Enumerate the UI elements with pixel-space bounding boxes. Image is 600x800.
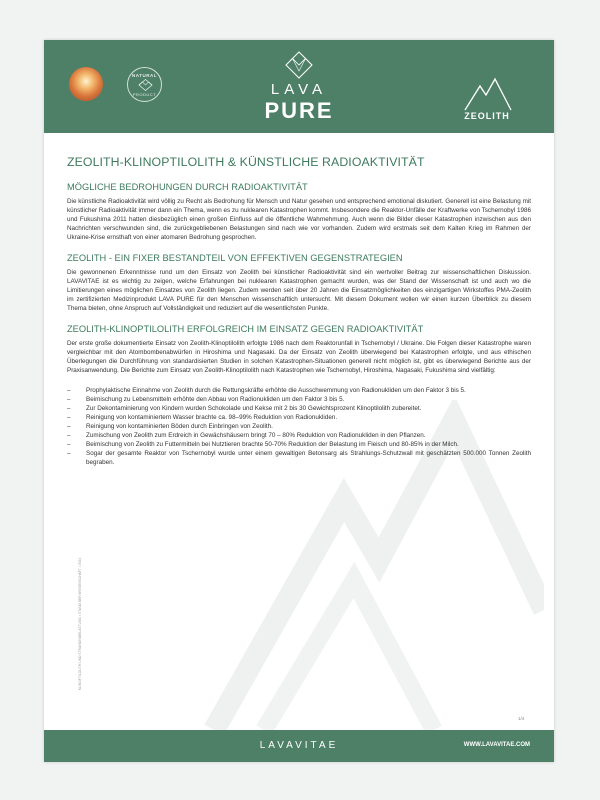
list-item bbox=[67, 404, 531, 413]
brand-pure-text: PURE bbox=[264, 98, 334, 123]
bullet-marker: – bbox=[67, 441, 71, 448]
bullet-marker: – bbox=[67, 405, 71, 412]
section-heading: MÖGLICHE BEDROHUNGEN DURCH RADIOAKTIVITÄT bbox=[67, 182, 308, 192]
section-heading: ZEOLITH - EIN FIXER BESTANDTEIL VON EFFEKTIVEN GEGENSTRATEGIEN bbox=[67, 253, 403, 263]
list-item bbox=[67, 449, 531, 467]
list-item-text: Sogar der gesamte Reaktor von Tschernobyl wurde unter einem gewaltigen Betonsarg als Strahlungs-Schutzwall mit geschätzten 500.000 Tonnen Zeolith begraben. bbox=[86, 450, 531, 466]
list-item-text: Beimischung zu Lebensmitteln erhöhte den Abbau von Radionukliden um den Faktor 3 bis 5. bbox=[86, 396, 345, 403]
lava-pure-diamond-icon bbox=[285, 51, 313, 79]
footer-brand-text: LAVAVITAE bbox=[259, 740, 339, 751]
list-item-text: Reinigung von kontaminiertem Wasser brachte ca. 98–99% Reduktion von Radionukliden. bbox=[86, 414, 338, 421]
bullet-marker: – bbox=[67, 423, 71, 430]
list-item bbox=[67, 395, 531, 404]
section-paragraph: Die gewonnenen Erkenntnisse rund um den Einsatz von Zeolith bei künstlicher Radioaktivität sind ein wertvoller Beitrag zur wissenschaftlichen Diskussion. LAVAVITAE ist es wichtig zu zeigen, welche Erfahrungen bei nuklearen Katastrophen gemacht wurden, was der Stand der Wissenschaft ist und auch wo die Limitierungen eines möglichen Einsatzes von Zeolith liegen. Zudem werden seit über 20 Jahren die Einsatzmöglichkeiten des einzigartigen Wirkstoffes PMA-Zeolith im zertifizierten Medizinprodukt LAVA PURE für den Menschen wissenschaftlich untersucht. Mit diesem Dokument wollen wir einen kurzen Überblick zu diesem Thema bieten, ohne Anspruch auf Vollständigkeit und reduziert auf die wesentlichsten Punkte. bbox=[67, 269, 531, 312]
main-content bbox=[67, 155, 531, 467]
badge-top-text: NATURAL bbox=[132, 73, 157, 78]
list-item bbox=[67, 422, 531, 431]
brand-lava-text: LAVA bbox=[270, 81, 328, 98]
bullet-list bbox=[67, 386, 531, 467]
document-page bbox=[44, 40, 554, 762]
page-number: 1/4 bbox=[518, 716, 525, 721]
list-item-text: Zur Dekontaminierung von Kindern wurden Schokolade und Kekse mit 2 bis 30 Gewichtsprozent Klinoptilolith zubereitet. bbox=[86, 405, 422, 412]
zeolith-label: ZEOLITH bbox=[464, 111, 510, 121]
list-item-text: Reinigung von kontaminierten Böden durch Einbringen von Zeolith. bbox=[86, 423, 273, 430]
zeolith-mountain-icon bbox=[464, 76, 512, 112]
bullet-marker: – bbox=[67, 387, 71, 394]
vertical-side-text: KLINOPTILOLITH UND STRAHLENBELASTUNG • STAND DER WISSENSCHAFT • 2024 bbox=[78, 557, 82, 691]
list-item-text: Prophylaktische Einnahme von Zeolith durch die Rettungskräfte erhöhte die Ausschwemmung von Radionukliden um den Faktor 3 bis 5. bbox=[86, 387, 466, 394]
section-heading: ZEOLITH-KLINOPTILOLITH ERFOLGREICH IM EINSATZ GEGEN RADIOAKTIVITÄT bbox=[67, 324, 424, 334]
list-item bbox=[67, 413, 531, 422]
badge-bottom-text: PRODUCT bbox=[132, 92, 157, 97]
footer-banner bbox=[44, 730, 554, 762]
bullet-marker: – bbox=[67, 450, 71, 457]
document-title: ZEOLITH-KLINOPTILOLITH & KÜNSTLICHE RADIOAKTIVITÄT bbox=[67, 155, 425, 169]
list-item bbox=[67, 386, 531, 395]
list-item-text: Zumischung von Zeolith zum Erdreich in Gewächshäusern bringt 70 – 80% Reduktion von Radionukliden in den Pflanzen. bbox=[86, 432, 426, 439]
list-item-text: Beimischung von Zeolith zu Futtermitteln bei Nutztieren brachte 50-70% Reduktion der Belastung im Fleisch und 80-85% in der Milch. bbox=[86, 441, 459, 448]
section-paragraph: Die künstliche Radioaktivität wird völlig zu Recht als Bedrohung für Mensch und Natur gesehen und entsprechend emotional diskutiert. Generell ist eine Belastung mit künstlicher Radioaktivität immer dann ein Thema, wenn es zu nuklearen Katastrophen kommt. Insbesondere die Reaktor-Unfälle der Kraftwerke von Tschernobyl 1986 und Fukushima 2011 hatten diesbezüglich einen großen Einfluss auf die öffentliche Wahrnehmung. Auch wenn die Bilder dieser Katastrophen inzwischen aus den Nachrichten verschwunden sind, die zurückgebliebenen Belastungen sind nach wie vor vorhanden. Zudem wird erstmals seit dem Kalten Krieg im Rahmen der Ukraine-Krise ernsthaft von einer atomaren Bedrohung gesprochen. bbox=[67, 198, 531, 241]
header-banner bbox=[44, 40, 554, 133]
bullet-marker: – bbox=[67, 432, 71, 439]
section-paragraph: Der erste große dokumentierte Einsatz von Zeolith-Klinoptilolith erfolgte 1986 nach dem Reaktorunfall in Tschernobyl / Ukraine. Die Folgen dieser Katastrophe waren vergleichbar mit den Atombombenabwürfen in Hiroshima und Nagasaki. Da der Einsatz von Zeolith überwiegend bei Katastrophen erfolgte, und aus ethischen Überlegungen die Durchführung von standardisierten Studien in solchen Katastrophen-Situationen generell nicht möglich ist, gibt es überwiegend Berichte aus der Praxisanwendung. Die Berichte zum Einsatz von Zeolith-Klinoptilolith nach Katastrophen wie Tschernobyl, Hiroshima, Nagasaki, Fukushima sind vielfältig: bbox=[67, 340, 531, 374]
bullet-marker: – bbox=[67, 396, 71, 403]
footer-website-link[interactable]: WWW.LAVAVITAE.COM bbox=[463, 742, 530, 748]
bullet-marker: – bbox=[67, 414, 71, 421]
list-item bbox=[67, 440, 531, 449]
list-item bbox=[67, 431, 531, 440]
